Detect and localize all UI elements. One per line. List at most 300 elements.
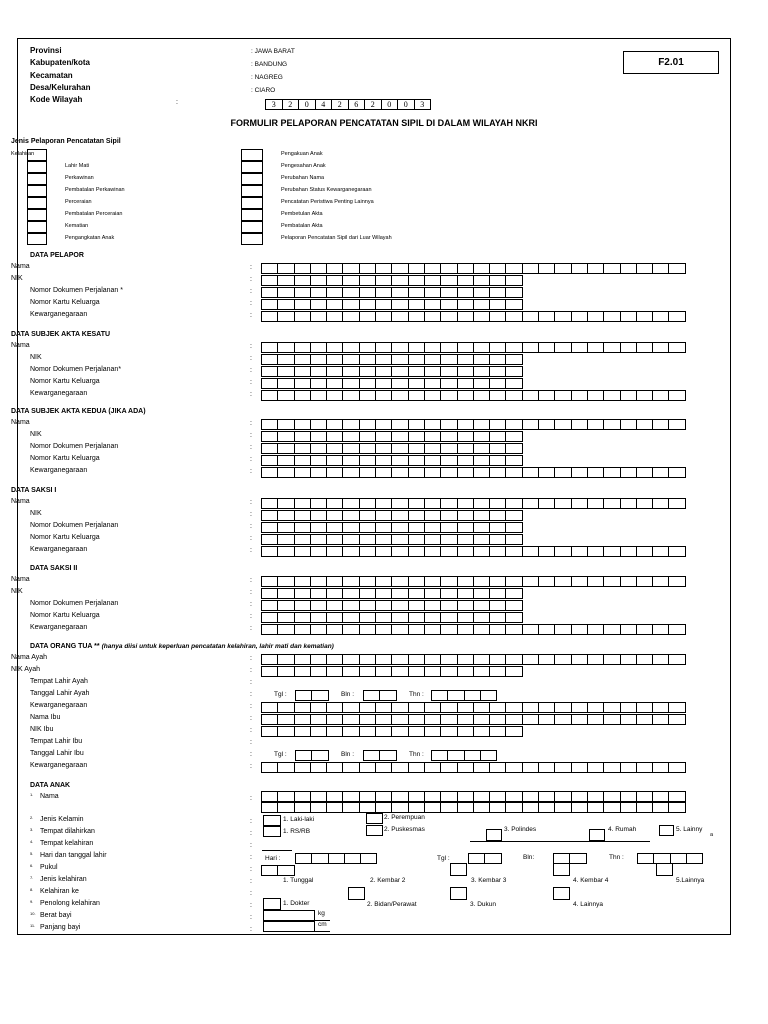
input-cell[interactable] [457, 534, 474, 545]
input-cell[interactable] [294, 522, 311, 533]
input-cell[interactable] [277, 762, 294, 773]
input-cell[interactable] [473, 263, 490, 274]
input-cell[interactable] [554, 342, 571, 353]
input-cell[interactable] [554, 390, 571, 401]
input-cell[interactable] [652, 802, 669, 813]
input-cell[interactable] [375, 600, 392, 611]
input-cell[interactable] [363, 690, 380, 701]
input-cell[interactable] [359, 443, 376, 454]
input-cell[interactable] [538, 624, 555, 635]
field-input-cells[interactable] [262, 455, 523, 467]
input-cell[interactable] [668, 654, 685, 665]
input-cell[interactable] [522, 702, 539, 713]
input-cell[interactable] [489, 419, 506, 430]
input-cell[interactable] [277, 791, 294, 802]
thn-cells[interactable] [432, 690, 497, 702]
input-cell[interactable] [424, 522, 441, 533]
input-cell[interactable] [359, 702, 376, 713]
input-cell[interactable] [505, 390, 522, 401]
input-cell[interactable] [375, 510, 392, 521]
input-cell[interactable] [505, 666, 522, 677]
input-cell[interactable] [294, 546, 311, 557]
input-cell[interactable] [489, 342, 506, 353]
input-cell[interactable] [489, 654, 506, 665]
input-cell[interactable] [473, 510, 490, 521]
input-cell[interactable] [326, 612, 343, 623]
input-cell[interactable] [505, 702, 522, 713]
input-cell[interactable] [408, 534, 425, 545]
input-cell[interactable] [375, 443, 392, 454]
input-cell[interactable] [326, 510, 343, 521]
input-cell[interactable] [468, 853, 485, 864]
input-cell[interactable] [571, 791, 588, 802]
input-cell[interactable] [342, 443, 359, 454]
input-cell[interactable] [457, 791, 474, 802]
input-cell[interactable] [310, 714, 327, 725]
input-cell[interactable] [261, 666, 278, 677]
input-cell[interactable] [538, 311, 555, 322]
input-cell[interactable] [473, 546, 490, 557]
input-cell[interactable] [668, 467, 685, 478]
input-cell[interactable] [424, 263, 441, 274]
field-input-cells[interactable] [262, 378, 523, 390]
input-cell[interactable] [359, 534, 376, 545]
input-cell[interactable] [359, 263, 376, 274]
input-cell[interactable] [310, 702, 327, 713]
input-cell[interactable] [424, 498, 441, 509]
input-cell[interactable] [505, 791, 522, 802]
input-cell[interactable] [342, 588, 359, 599]
input-cell[interactable] [440, 366, 457, 377]
input-cell[interactable] [311, 690, 328, 701]
input-cell[interactable] [636, 419, 653, 430]
input-cell[interactable] [359, 588, 376, 599]
input-cell[interactable] [326, 802, 343, 813]
input-cell[interactable] [277, 342, 294, 353]
input-cell[interactable] [277, 714, 294, 725]
input-cell[interactable] [310, 588, 327, 599]
field-input-cells[interactable] [262, 612, 523, 624]
input-cell[interactable] [277, 624, 294, 635]
input-cell[interactable] [587, 654, 604, 665]
input-cell[interactable] [294, 791, 311, 802]
input-cell[interactable] [587, 311, 604, 322]
input-cell[interactable] [375, 654, 392, 665]
input-cell[interactable] [636, 702, 653, 713]
input-cell[interactable] [277, 510, 294, 521]
field-input-cells[interactable] [262, 443, 523, 455]
input-cell[interactable] [326, 666, 343, 677]
input-cell[interactable] [277, 299, 294, 310]
input-cell[interactable] [342, 311, 359, 322]
input-cell[interactable] [391, 791, 408, 802]
input-cell[interactable] [261, 299, 278, 310]
input-cell[interactable] [326, 762, 343, 773]
input-cell[interactable] [464, 750, 481, 761]
input-cell[interactable] [489, 714, 506, 725]
input-cell[interactable] [637, 853, 654, 864]
input-cell[interactable] [554, 702, 571, 713]
input-cell[interactable] [620, 576, 637, 587]
input-cell[interactable] [326, 275, 343, 286]
input-cell[interactable] [424, 534, 441, 545]
input-cell[interactable] [342, 576, 359, 587]
input-cell[interactable] [326, 576, 343, 587]
input-cell[interactable] [424, 342, 441, 353]
input-cell[interactable] [505, 354, 522, 365]
input-cell[interactable] [391, 714, 408, 725]
input-cell[interactable] [440, 762, 457, 773]
input-cell[interactable] [375, 467, 392, 478]
input-cell[interactable] [505, 419, 522, 430]
input-cell[interactable] [522, 546, 539, 557]
input-cell[interactable] [295, 750, 312, 761]
input-cell[interactable] [342, 654, 359, 665]
input-cell[interactable] [489, 791, 506, 802]
input-cell[interactable] [473, 287, 490, 298]
input-cell[interactable] [424, 702, 441, 713]
input-cell[interactable] [277, 702, 294, 713]
input-cell[interactable] [408, 354, 425, 365]
input-cell[interactable] [342, 275, 359, 286]
input-cell[interactable] [440, 714, 457, 725]
input-cell[interactable] [457, 275, 474, 286]
input-cell[interactable] [261, 354, 278, 365]
input-cell[interactable] [391, 342, 408, 353]
input-cell[interactable] [261, 419, 278, 430]
input-cell[interactable] [294, 666, 311, 677]
input-cell[interactable] [440, 354, 457, 365]
input-cell[interactable] [668, 702, 685, 713]
input-cell[interactable] [408, 443, 425, 454]
input-cell[interactable] [391, 275, 408, 286]
input-cell[interactable] [391, 762, 408, 773]
input-cell[interactable] [489, 354, 506, 365]
input-cell[interactable] [505, 726, 522, 737]
input-cell[interactable] [277, 666, 294, 677]
input-cell[interactable] [603, 762, 620, 773]
input-cell[interactable] [440, 467, 457, 478]
input-cell[interactable] [310, 576, 327, 587]
input-cell[interactable] [359, 311, 376, 322]
input-cell[interactable] [603, 467, 620, 478]
input-cell[interactable] [538, 791, 555, 802]
input-cell[interactable] [294, 431, 311, 442]
input-cell[interactable] [294, 342, 311, 353]
input-cell[interactable] [391, 654, 408, 665]
input-cell[interactable] [489, 263, 506, 274]
input-cell[interactable] [489, 510, 506, 521]
input-cell[interactable] [310, 467, 327, 478]
input-cell[interactable] [473, 726, 490, 737]
jenis-kelahiran-checkbox[interactable] [450, 863, 467, 876]
input-cell[interactable] [359, 546, 376, 557]
input-cell[interactable] [375, 666, 392, 677]
input-cell[interactable] [652, 311, 669, 322]
input-cell[interactable] [489, 546, 506, 557]
input-cell[interactable] [489, 666, 506, 677]
input-cell[interactable] [505, 431, 522, 442]
bln-cells[interactable] [364, 690, 397, 702]
input-cell[interactable] [294, 263, 311, 274]
input-cell[interactable] [473, 455, 490, 466]
input-cell[interactable] [538, 802, 555, 813]
input-cell[interactable] [522, 390, 539, 401]
input-cell[interactable] [473, 576, 490, 587]
input-cell[interactable] [261, 390, 278, 401]
input-cell[interactable] [408, 726, 425, 737]
jenis-checkbox[interactable] [241, 161, 263, 173]
input-cell[interactable] [489, 275, 506, 286]
input-cell[interactable] [408, 419, 425, 430]
input-cell[interactable] [391, 366, 408, 377]
input-cell[interactable] [473, 588, 490, 599]
input-cell[interactable] [424, 726, 441, 737]
input-cell[interactable] [440, 726, 457, 737]
input-cell[interactable] [505, 498, 522, 509]
input-cell[interactable] [342, 263, 359, 274]
input-cell[interactable] [375, 498, 392, 509]
input-cell[interactable] [505, 263, 522, 274]
input-cell[interactable] [391, 522, 408, 533]
input-cell[interactable] [326, 431, 343, 442]
input-cell[interactable] [522, 342, 539, 353]
field-input-cells[interactable] [262, 275, 523, 287]
input-cell[interactable] [261, 287, 278, 298]
input-cell[interactable] [342, 354, 359, 365]
input-cell[interactable] [326, 546, 343, 557]
input-cell[interactable] [375, 791, 392, 802]
input-cell[interactable] [440, 666, 457, 677]
input-cell[interactable] [294, 762, 311, 773]
input-cell[interactable] [473, 311, 490, 322]
input-cell[interactable] [668, 390, 685, 401]
input-cell[interactable] [310, 600, 327, 611]
input-cell[interactable] [408, 287, 425, 298]
input-cell[interactable] [489, 366, 506, 377]
field-input-cells[interactable] [262, 522, 523, 534]
input-cell[interactable] [261, 576, 278, 587]
input-cell[interactable] [554, 576, 571, 587]
input-cell[interactable] [375, 354, 392, 365]
input-cell[interactable] [440, 534, 457, 545]
input-cell[interactable] [571, 467, 588, 478]
input-cell[interactable] [636, 342, 653, 353]
input-cell[interactable] [294, 702, 311, 713]
input-cell[interactable] [310, 762, 327, 773]
input-cell[interactable] [310, 791, 327, 802]
input-cell[interactable] [636, 263, 653, 274]
jenis-checkbox[interactable] [241, 149, 263, 161]
input-cell[interactable] [342, 534, 359, 545]
input-cell[interactable] [310, 666, 327, 677]
input-cell[interactable] [277, 366, 294, 377]
input-cell[interactable] [505, 762, 522, 773]
input-cell[interactable] [457, 522, 474, 533]
input-cell[interactable] [603, 263, 620, 274]
jenis-checkbox[interactable] [27, 233, 47, 245]
input-cell[interactable] [538, 467, 555, 478]
input-cell[interactable] [326, 287, 343, 298]
input-cell[interactable] [571, 311, 588, 322]
input-cell[interactable] [359, 576, 376, 587]
input-cell[interactable] [342, 666, 359, 677]
input-cell[interactable] [375, 287, 392, 298]
input-cell[interactable] [261, 378, 278, 389]
input-cell[interactable] [261, 714, 278, 725]
input-cell[interactable] [342, 419, 359, 430]
input-cell[interactable] [603, 624, 620, 635]
input-cell[interactable] [277, 654, 294, 665]
input-cell[interactable] [261, 275, 278, 286]
input-cell[interactable] [489, 588, 506, 599]
input-cell[interactable] [554, 498, 571, 509]
input-cell[interactable] [554, 791, 571, 802]
input-cell[interactable] [294, 510, 311, 521]
input-cell[interactable] [294, 378, 311, 389]
input-cell[interactable] [505, 378, 522, 389]
field-input-cells[interactable] [262, 342, 686, 354]
input-cell[interactable] [294, 287, 311, 298]
input-cell[interactable] [408, 654, 425, 665]
jenis-kelahiran-checkbox[interactable] [553, 863, 570, 876]
input-cell[interactable] [277, 865, 294, 876]
input-cell[interactable] [310, 522, 327, 533]
input-cell[interactable] [408, 600, 425, 611]
input-cell[interactable] [261, 498, 278, 509]
input-cell[interactable] [603, 390, 620, 401]
ortu-input-cells[interactable] [262, 702, 686, 714]
input-cell[interactable] [391, 378, 408, 389]
input-cell[interactable] [440, 588, 457, 599]
input-cell[interactable] [375, 311, 392, 322]
input-cell[interactable] [391, 546, 408, 557]
input-cell[interactable] [375, 546, 392, 557]
input-cell[interactable] [391, 666, 408, 677]
input-cell[interactable] [363, 750, 380, 761]
input-cell[interactable] [473, 419, 490, 430]
jenis-checkbox[interactable] [241, 197, 263, 209]
input-cell[interactable] [359, 419, 376, 430]
field-input-cells[interactable] [262, 390, 686, 402]
input-cell[interactable] [571, 802, 588, 813]
input-cell[interactable] [326, 378, 343, 389]
input-cell[interactable] [375, 522, 392, 533]
input-cell[interactable] [457, 263, 474, 274]
input-cell[interactable] [636, 576, 653, 587]
input-cell[interactable] [569, 853, 586, 864]
input-cell[interactable] [424, 624, 441, 635]
input-cell[interactable] [294, 366, 311, 377]
thn-cells[interactable] [432, 750, 497, 762]
input-cell[interactable] [554, 467, 571, 478]
input-cell[interactable] [261, 762, 278, 773]
jenis-checkbox[interactable] [27, 161, 47, 173]
input-cell[interactable] [554, 311, 571, 322]
input-cell[interactable] [473, 354, 490, 365]
input-cell[interactable] [603, 714, 620, 725]
input-cell[interactable] [375, 419, 392, 430]
input-cell[interactable] [277, 522, 294, 533]
input-cell[interactable] [277, 390, 294, 401]
input-cell[interactable] [522, 762, 539, 773]
input-cell[interactable] [440, 576, 457, 587]
input-cell[interactable] [375, 366, 392, 377]
input-cell[interactable] [505, 366, 522, 377]
input-cell[interactable] [668, 498, 685, 509]
input-cell[interactable] [261, 443, 278, 454]
input-cell[interactable] [505, 624, 522, 635]
input-cell[interactable] [326, 443, 343, 454]
input-cell[interactable] [424, 762, 441, 773]
input-cell[interactable] [489, 299, 506, 310]
input-cell[interactable] [587, 762, 604, 773]
input-cell[interactable] [391, 390, 408, 401]
tempat-checkbox[interactable] [263, 826, 281, 837]
input-cell[interactable] [457, 666, 474, 677]
input-cell[interactable] [326, 522, 343, 533]
field-input-cells[interactable] [262, 299, 523, 311]
input-cell[interactable] [489, 726, 506, 737]
input-cell[interactable] [379, 690, 396, 701]
input-cell[interactable] [447, 690, 464, 701]
input-cell[interactable] [391, 443, 408, 454]
input-cell[interactable] [457, 354, 474, 365]
input-cell[interactable] [391, 467, 408, 478]
input-cell[interactable] [295, 853, 312, 864]
input-cell[interactable] [473, 275, 490, 286]
input-cell[interactable] [480, 750, 497, 761]
input-cell[interactable] [505, 299, 522, 310]
input-cell[interactable] [424, 443, 441, 454]
input-cell[interactable] [294, 612, 311, 623]
jenis-checkbox[interactable] [241, 233, 263, 245]
input-cell[interactable] [310, 342, 327, 353]
input-cell[interactable] [457, 366, 474, 377]
tgl-cells[interactable] [296, 690, 329, 702]
input-cell[interactable] [554, 762, 571, 773]
input-cell[interactable] [277, 443, 294, 454]
input-cell[interactable] [505, 311, 522, 322]
input-cell[interactable] [342, 791, 359, 802]
input-cell[interactable] [424, 802, 441, 813]
input-cell[interactable] [310, 366, 327, 377]
input-cell[interactable] [342, 287, 359, 298]
input-cell[interactable] [457, 378, 474, 389]
input-cell[interactable] [326, 419, 343, 430]
input-cell[interactable] [310, 431, 327, 442]
input-cell[interactable] [489, 600, 506, 611]
input-cell[interactable] [522, 624, 539, 635]
input-cell[interactable] [408, 275, 425, 286]
input-cell[interactable] [620, 390, 637, 401]
input-cell[interactable] [360, 853, 377, 864]
input-cell[interactable] [277, 275, 294, 286]
input-cell[interactable] [375, 612, 392, 623]
input-cell[interactable] [505, 510, 522, 521]
input-cell[interactable] [408, 378, 425, 389]
input-cell[interactable] [636, 624, 653, 635]
input-cell[interactable] [431, 690, 448, 701]
input-cell[interactable] [505, 443, 522, 454]
input-cell[interactable] [489, 467, 506, 478]
input-cell[interactable] [440, 600, 457, 611]
input-cell[interactable] [473, 534, 490, 545]
kelamin-checkbox[interactable] [366, 813, 383, 824]
input-cell[interactable] [603, 546, 620, 557]
input-cell[interactable] [620, 762, 637, 773]
berat-input[interactable] [263, 910, 315, 921]
